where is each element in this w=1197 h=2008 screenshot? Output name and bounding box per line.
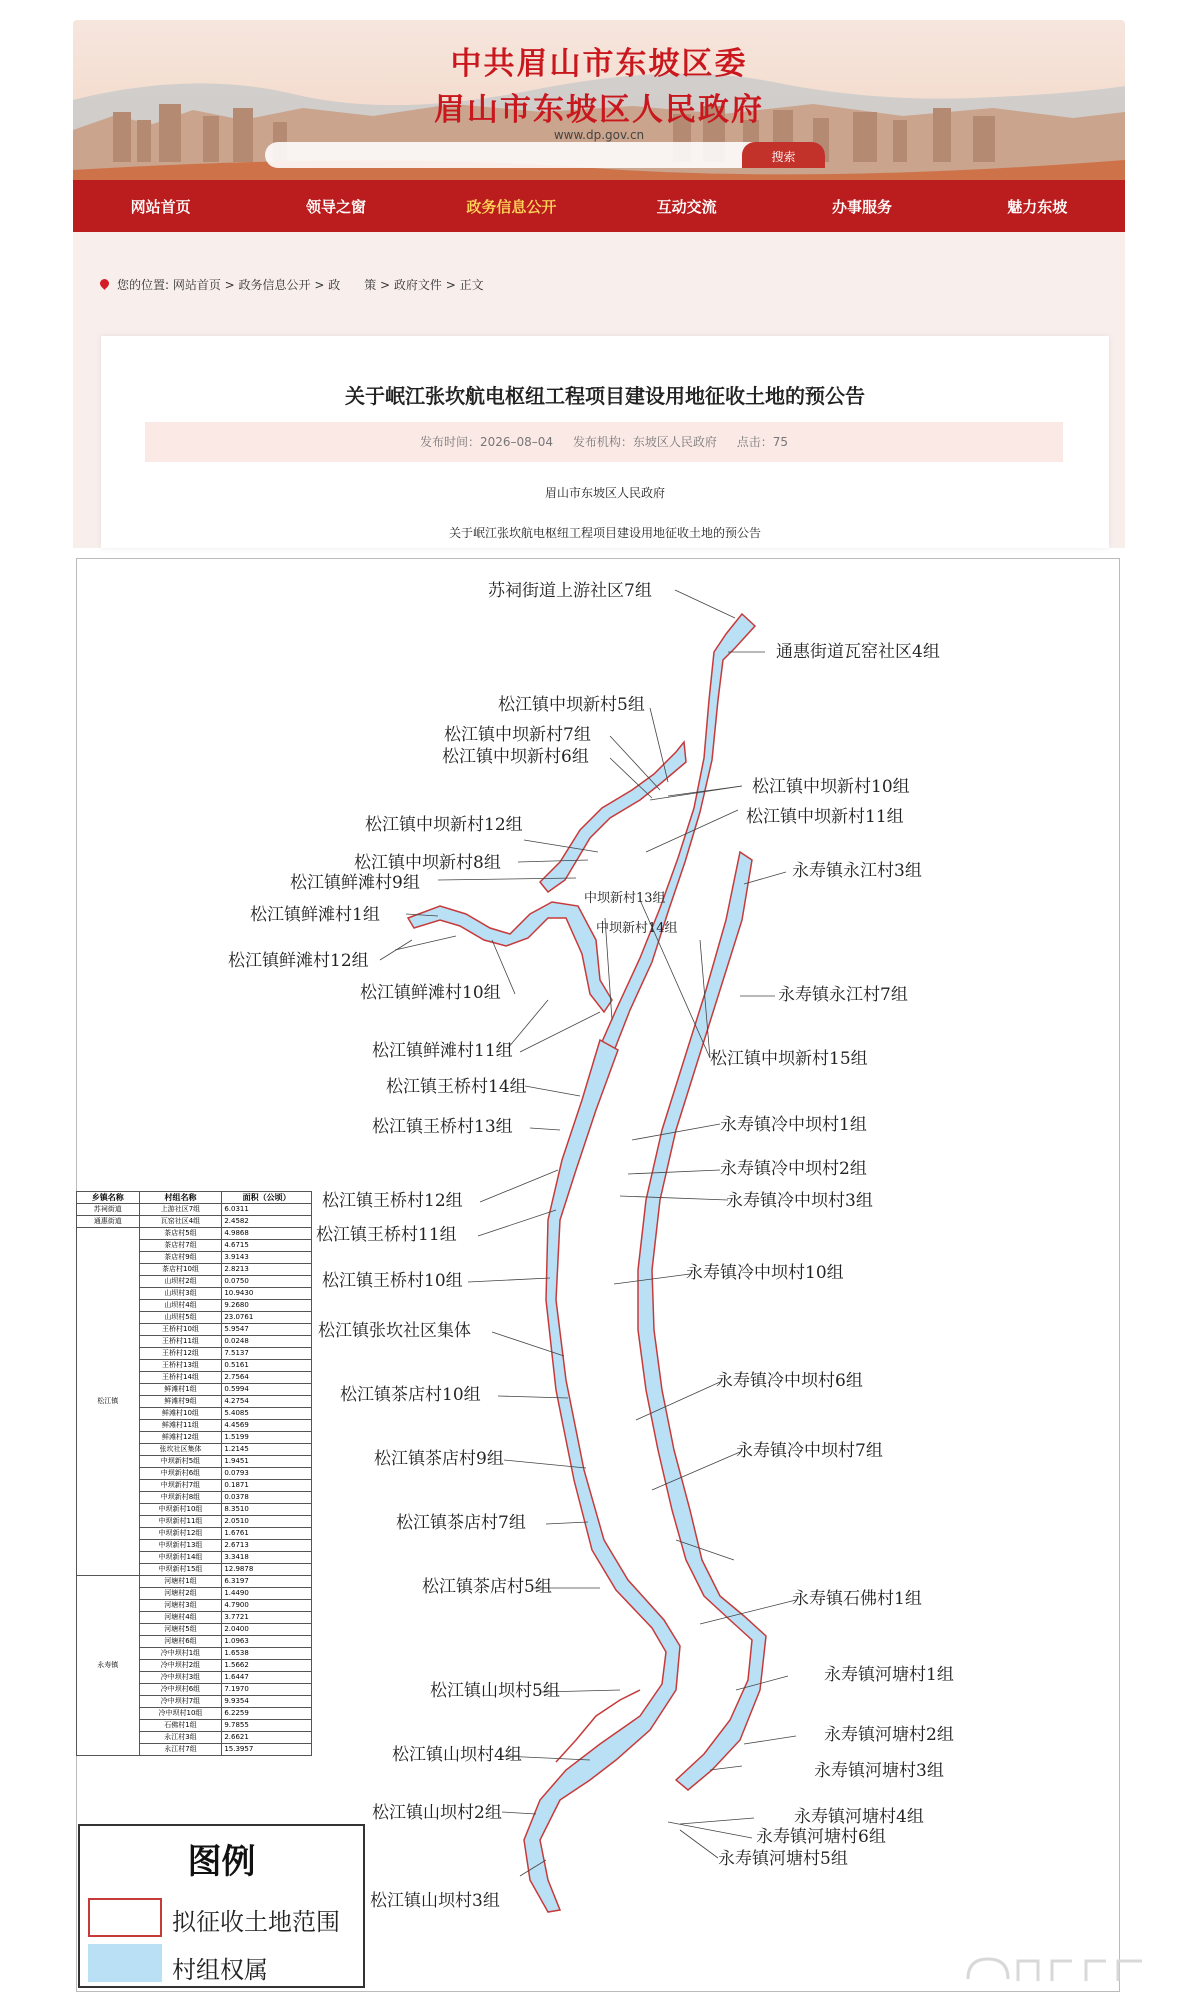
table-cell-village: 冷中坝村6组 [139, 1684, 222, 1696]
table-cell-village: 上游社区7组 [139, 1204, 222, 1216]
table-cell-village: 中坝新村5组 [139, 1456, 222, 1468]
map-label: 松江镇王桥村12组 [322, 1191, 463, 1211]
table-header-row [77, 1192, 312, 1204]
table-cell-village: 山坝村4组 [139, 1300, 222, 1312]
map-label: 永寿镇河塘村6组 [756, 1827, 886, 1847]
table-cell-village: 茶店村7组 [139, 1240, 222, 1252]
table-cell-area: 6.3197 [222, 1576, 312, 1588]
table-cell-area: 0.0750 [222, 1276, 312, 1288]
table-cell-area: 9.9354 [222, 1696, 312, 1708]
table-cell-village: 永江村3组 [139, 1732, 222, 1744]
table-cell-village: 山坝村5组 [139, 1312, 222, 1324]
map-label: 永寿镇河塘村3组 [814, 1761, 944, 1781]
article-issuer: 眉山市东坡区人民政府 [544, 486, 665, 500]
nav-item-services[interactable]: 办事服务 [831, 197, 892, 216]
article-subtitle: 关于岷江张坎航电枢纽工程项目建设用地征收土地的预公告 [448, 526, 761, 540]
table-cell-village: 冷中坝村2组 [139, 1660, 222, 1672]
publisher: 发布机构：东坡区人民政府 [572, 435, 717, 449]
table-cell-area: 0.0793 [222, 1468, 312, 1480]
table-row [77, 1216, 312, 1228]
nav-item-charm[interactable]: 魅力东坡 [1007, 197, 1068, 216]
map-label: 松江镇鲜滩村12组 [228, 951, 369, 971]
table-cell-town: 永寿镇 [77, 1576, 140, 1756]
table-cell-town: 苏祠街道 [77, 1204, 140, 1216]
table-cell-village: 中坝新村15组 [139, 1564, 222, 1576]
table-cell-area: 1.0963 [222, 1636, 312, 1648]
table-cell-area: 1.5199 [222, 1432, 312, 1444]
table-cell-village: 王桥村11组 [139, 1336, 222, 1348]
map-label: 松江镇中坝新村10组 [752, 777, 910, 797]
table-cell-area: 1.6538 [222, 1648, 312, 1660]
map-label: 永寿镇河塘村2组 [824, 1725, 954, 1745]
map-label: 永寿镇石佛村1组 [792, 1589, 922, 1609]
map-label: 松江镇中坝新村8组 [354, 853, 501, 873]
map-label: 永寿镇河塘村1组 [824, 1665, 954, 1685]
table-cell-area: 1.9451 [222, 1456, 312, 1468]
table-cell-town: 通惠街道 [77, 1216, 140, 1228]
map-label: 松江镇王桥村11组 [316, 1225, 457, 1245]
legend-label-boundary: 拟征收土地范围 [172, 1908, 340, 1936]
table-cell-area: 12.9878 [222, 1564, 312, 1576]
map-label: 中坝新村14组 [596, 921, 678, 936]
legend-swatch-boundary [88, 1898, 162, 1937]
table-cell-area: 2.6621 [222, 1732, 312, 1744]
map-label: 松江镇山坝村4组 [392, 1745, 522, 1765]
table-cell-village: 王桥村10组 [139, 1324, 222, 1336]
table-cell-area: 9.7855 [222, 1720, 312, 1732]
col-town: 乡镇名称 [77, 1192, 140, 1204]
map-label: 永寿镇永江村3组 [792, 861, 922, 881]
table-cell-village: 冷中坝村10组 [139, 1708, 222, 1720]
table-cell-village: 中坝新村14组 [139, 1552, 222, 1564]
table-cell-village: 王桥村13组 [139, 1360, 222, 1372]
search-input[interactable] [265, 142, 825, 168]
col-area: 面积（公顷） [222, 1192, 312, 1204]
parcel-main-river-upper [594, 614, 755, 1072]
table-cell-village: 冷中坝村1组 [139, 1648, 222, 1660]
table-cell-area: 1.4490 [222, 1588, 312, 1600]
nav-item-interaction[interactable]: 互动交流 [656, 197, 717, 216]
table-cell-village: 山坝村3组 [139, 1288, 222, 1300]
map-label: 松江镇中坝新村6组 [442, 747, 589, 767]
table-cell-area: 2.0510 [222, 1516, 312, 1528]
table-cell-village: 河塘村1组 [139, 1576, 222, 1588]
map-label: 松江镇山坝村3组 [370, 1891, 500, 1911]
map-label: 松江镇王桥村10组 [322, 1271, 463, 1291]
map-label: 中坝新村13组 [584, 891, 666, 906]
table-cell-area: 3.3418 [222, 1552, 312, 1564]
table-cell-area: 5.4085 [222, 1408, 312, 1420]
table-cell-village: 鲜滩村9组 [139, 1396, 222, 1408]
article-meta-bar [145, 422, 1063, 462]
map-label: 通惠街道瓦窑社区4组 [776, 642, 940, 662]
legend-title: 图例 [187, 1842, 256, 1882]
table-cell-village: 中坝新村12组 [139, 1528, 222, 1540]
table-cell-village: 中坝新村10组 [139, 1504, 222, 1516]
table-cell-area: 2.8213 [222, 1264, 312, 1276]
map-label: 松江镇山坝村5组 [430, 1681, 560, 1701]
table-cell-village: 河塘村5组 [139, 1624, 222, 1636]
table-row [77, 1228, 312, 1240]
article-title: 关于岷江张坎航电枢纽工程项目建设用地征收土地的预公告 [345, 384, 865, 408]
table-cell-area: 4.9868 [222, 1228, 312, 1240]
table-cell-village: 山坝村2组 [139, 1276, 222, 1288]
map-label: 松江镇中坝新村11组 [746, 807, 904, 827]
table-cell-village: 石佛村1组 [139, 1720, 222, 1732]
table-cell-village: 中坝新村13组 [139, 1540, 222, 1552]
table-cell-village: 河塘村4组 [139, 1612, 222, 1624]
search-button[interactable]: 搜索 [742, 142, 825, 168]
table-cell-area: 0.0248 [222, 1336, 312, 1348]
table-cell-area: 0.0378 [222, 1492, 312, 1504]
table-cell-area: 1.6447 [222, 1672, 312, 1684]
nav-item-home[interactable]: 网站首页 [130, 197, 191, 216]
map-label: 永寿镇冷中坝村3组 [726, 1191, 873, 1211]
table-cell-area: 2.4582 [222, 1216, 312, 1228]
table-cell-area: 2.6713 [222, 1540, 312, 1552]
table-cell-area: 9.2680 [222, 1300, 312, 1312]
table-cell-village: 鲜滩村12组 [139, 1432, 222, 1444]
map-label: 松江镇中坝新村5组 [498, 695, 645, 715]
map-label: 苏祠街道上游社区7组 [488, 581, 652, 601]
table-cell-village: 茶店村9组 [139, 1252, 222, 1264]
site-url: www.dp.gov.cn [553, 128, 645, 142]
legend-label-parcel: 村组权属 [172, 1956, 268, 1984]
table-cell-area: 1.5662 [222, 1660, 312, 1672]
table-cell-village: 河塘村3组 [139, 1600, 222, 1612]
click-count: 点击：75 [736, 435, 789, 449]
table-cell-area: 3.7721 [222, 1612, 312, 1624]
area-table [76, 1191, 312, 1756]
table-cell-village: 中坝新村6组 [139, 1468, 222, 1480]
map-legend [78, 1824, 365, 1988]
table-cell-area: 1.6761 [222, 1528, 312, 1540]
map-label: 永寿镇冷中坝村7组 [736, 1441, 883, 1461]
nav-item-leaders[interactable]: 领导之窗 [305, 197, 366, 216]
map-label: 松江镇茶店村7组 [396, 1513, 526, 1533]
map-label: 松江镇茶店村5组 [422, 1577, 552, 1597]
table-cell-area: 23.0761 [222, 1312, 312, 1324]
map-label: 松江镇山坝村2组 [372, 1803, 502, 1823]
government-website-screenshot [0, 0, 1197, 548]
breadcrumb [100, 276, 484, 293]
map-label: 松江镇张坎社区集体 [318, 1321, 471, 1341]
map-label: 松江镇鲜滩村10组 [360, 983, 501, 1003]
nav-item-gov-info[interactable]: 政务信息公开 [466, 197, 557, 216]
table-cell-village: 永江村7组 [139, 1744, 222, 1756]
map-label: 松江镇中坝新村15组 [710, 1049, 868, 1069]
table-cell-village: 中坝新村7组 [139, 1480, 222, 1492]
table-cell-area: 6.2259 [222, 1708, 312, 1720]
site-title-government: 眉山市东坡区人民政府 [434, 92, 764, 128]
main-navigation [73, 180, 1125, 232]
map-label: 松江镇鲜滩村1组 [250, 905, 380, 925]
breadcrumb-text[interactable]: 您的位置: 网站首页 > 政务信息公开 > 政 策 > 政府文件 > 正文 [117, 278, 484, 292]
map-label: 永寿镇河塘村4组 [794, 1807, 924, 1827]
map-label: 松江镇中坝新村12组 [365, 815, 523, 835]
map-label: 永寿镇冷中坝村1组 [720, 1115, 867, 1135]
map-label: 永寿镇河塘村5组 [718, 1849, 848, 1869]
table-cell-area: 15.3957 [222, 1744, 312, 1756]
table-cell-village: 张坎社区集体 [139, 1444, 222, 1456]
table-cell-village: 鲜滩村1组 [139, 1384, 222, 1396]
table-cell-area: 6.0311 [222, 1204, 312, 1216]
article-card [101, 336, 1109, 548]
table-cell-village: 鲜滩村11组 [139, 1420, 222, 1432]
parcel-east-bank [638, 852, 766, 1790]
table-cell-area: 3.9143 [222, 1252, 312, 1264]
table-cell-area: 7.5137 [222, 1348, 312, 1360]
table-cell-village: 河塘村6组 [139, 1636, 222, 1648]
legend-swatch-parcel [88, 1944, 162, 1982]
map-label: 永寿镇冷中坝村10组 [686, 1263, 844, 1283]
table-cell-area: 2.0400 [222, 1624, 312, 1636]
map-labels [228, 581, 954, 1911]
table-cell-village: 瓦窑社区4组 [139, 1216, 222, 1228]
map-label: 松江镇王桥村13组 [372, 1117, 513, 1137]
table-cell-area: 0.5161 [222, 1360, 312, 1372]
map-label: 永寿镇冷中坝村2组 [720, 1159, 867, 1179]
table-cell-village: 茶店村10组 [139, 1264, 222, 1276]
map-label: 永寿镇冷中坝村6组 [716, 1371, 863, 1391]
table-cell-area: 4.4569 [222, 1420, 312, 1432]
table-cell-area: 8.3510 [222, 1504, 312, 1516]
table-row [77, 1204, 312, 1216]
site-title-party-committee: 中共眉山市东坡区委 [450, 46, 748, 82]
table-cell-area: 4.7900 [222, 1600, 312, 1612]
table-cell-area: 0.1871 [222, 1480, 312, 1492]
table-cell-area: 5.9547 [222, 1324, 312, 1336]
location-pin-icon [98, 277, 111, 290]
map-label: 永寿镇永江村7组 [778, 985, 908, 1005]
table-cell-village: 茶店村5组 [139, 1228, 222, 1240]
col-village: 村组名称 [139, 1192, 222, 1204]
map-label: 松江镇茶店村9组 [374, 1449, 504, 1469]
table-cell-area: 1.2145 [222, 1444, 312, 1456]
table-cell-area: 2.7564 [222, 1372, 312, 1384]
table-cell-area: 4.2754 [222, 1396, 312, 1408]
table-cell-area: 4.6715 [222, 1240, 312, 1252]
watermark-icon [962, 1951, 1152, 1987]
map-label: 松江镇鲜滩村11组 [372, 1041, 513, 1061]
table-cell-village: 王桥村12组 [139, 1348, 222, 1360]
table-cell-area: 7.1970 [222, 1684, 312, 1696]
table-cell-village: 王桥村14组 [139, 1372, 222, 1384]
table-cell-village: 中坝新村8组 [139, 1492, 222, 1504]
table-cell-area: 0.5994 [222, 1384, 312, 1396]
map-label: 松江镇茶店村10组 [340, 1385, 481, 1405]
map-label: 松江镇王桥村14组 [386, 1077, 527, 1097]
map-label: 松江镇中坝新村7组 [444, 725, 591, 745]
table-cell-village: 鲜滩村10组 [139, 1408, 222, 1420]
table-cell-area: 10.9430 [222, 1288, 312, 1300]
table-body [77, 1204, 312, 1756]
table-cell-town: 松江镇 [77, 1228, 140, 1576]
publish-time: 发布时间：2026–08–04 [419, 435, 554, 449]
table-cell-village: 冷中坝村7组 [139, 1696, 222, 1708]
table-row [77, 1576, 312, 1588]
table-cell-village: 冷中坝村3组 [139, 1672, 222, 1684]
table-cell-village: 中坝新村11组 [139, 1516, 222, 1528]
map-label: 松江镇鲜滩村9组 [290, 873, 420, 893]
table-cell-village: 河塘村2组 [139, 1588, 222, 1600]
